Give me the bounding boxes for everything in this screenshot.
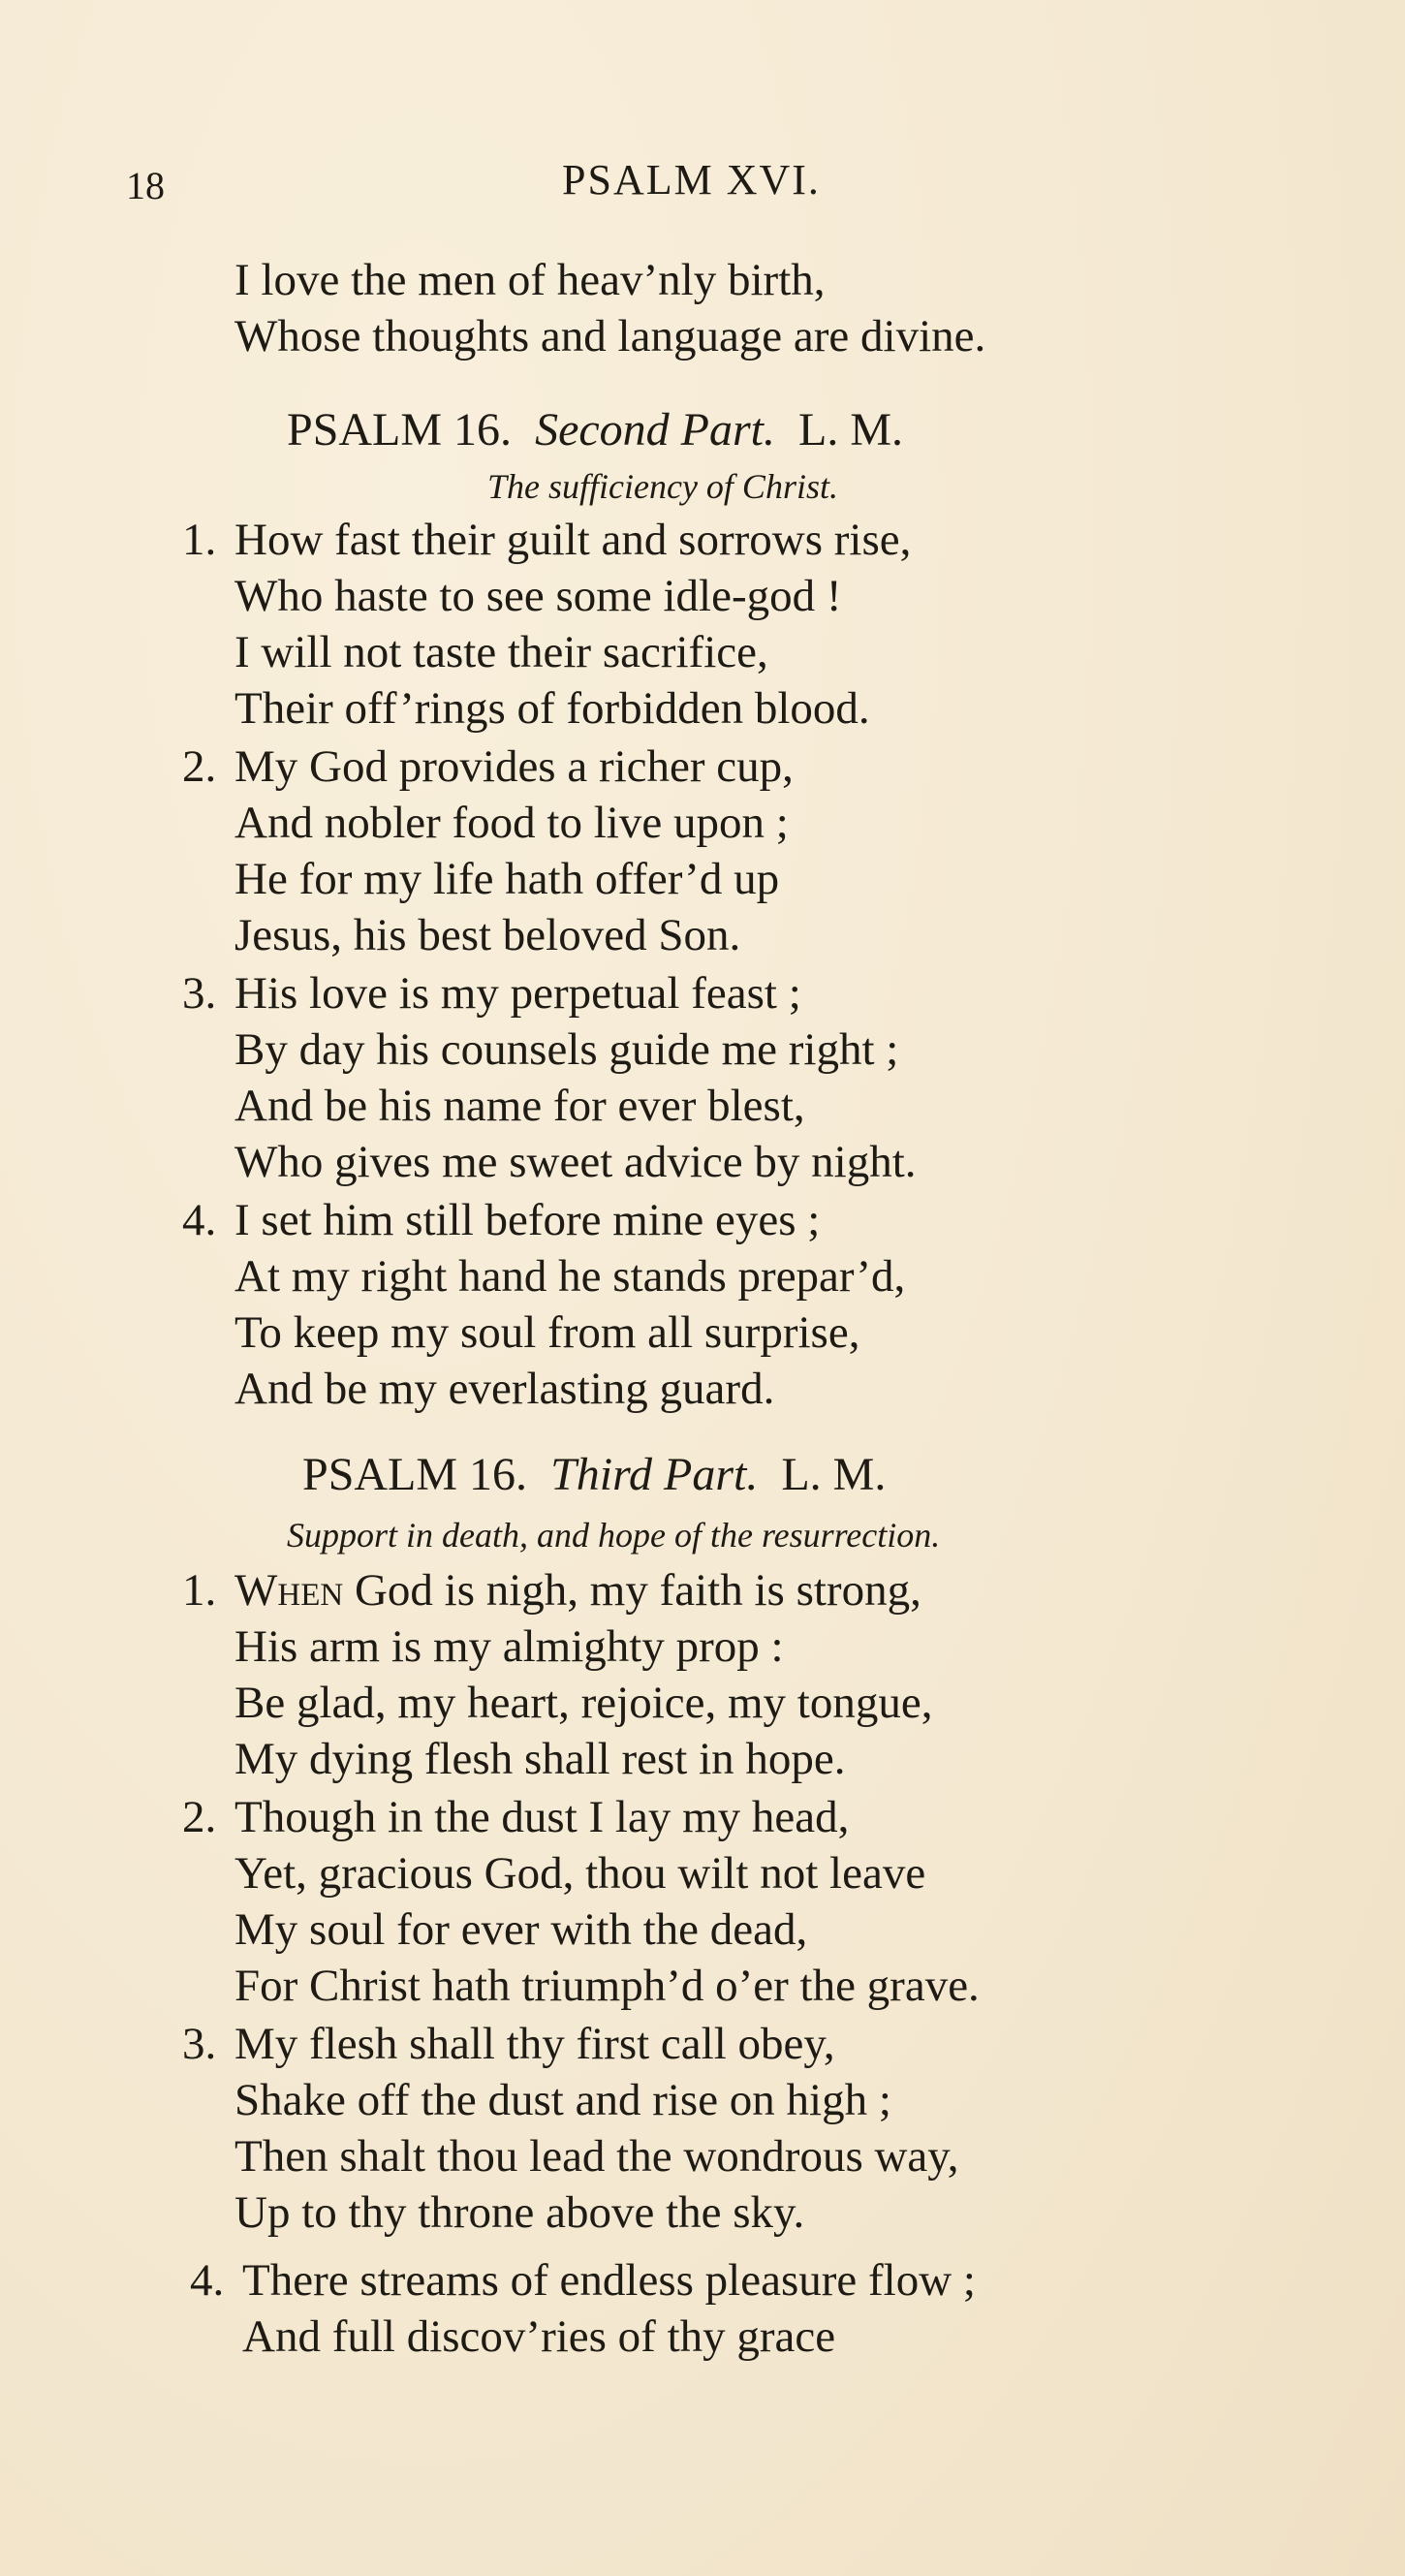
part2-s1-line-2: Who haste to see some idle-god ! — [234, 571, 842, 621]
carryover-line-1: I love the men of heav’nly birth, — [234, 255, 826, 305]
part2-stanza-4-number: 4. — [182, 1195, 217, 1245]
part2-title-meter: L. M. — [798, 404, 904, 456]
part3-s1-first-word: When — [234, 1565, 344, 1616]
part3-stanza-3-number: 3. — [182, 2019, 217, 2069]
part2-s3-line-4: Who gives me sweet advice by night. — [234, 1137, 917, 1187]
part2-s3-line-3: And be his name for ever blest, — [234, 1081, 805, 1131]
part2-s4-line-2: At my right hand he stands prepar’d, — [234, 1251, 906, 1302]
part3-s2-line-2: Yet, gracious God, thou wilt not leave — [234, 1848, 926, 1899]
part2-s4-line-3: To keep my soul from all surprise, — [234, 1307, 860, 1358]
part2-s2-line-2: And nobler food to live upon ; — [234, 798, 789, 848]
part2-title-part: Second Part. — [535, 404, 776, 456]
part3-s2-line-3: My soul for ever with the dead, — [234, 1904, 808, 1955]
part2-s2-line-3: He for my life hath offer’d up — [234, 854, 780, 904]
part3-stanza-1-number: 1. — [182, 1565, 217, 1616]
part3-s2-line-1: Though in the dust I lay my head, — [234, 1792, 850, 1842]
part2-s4-line-1: I set him still before mine eyes ; — [234, 1195, 821, 1245]
part3-subtitle: Support in death, and hope of the resurrection. — [287, 1516, 941, 1555]
part3-s1-line-4: My dying flesh shall rest in hope. — [234, 1734, 846, 1784]
part3-s3-line-1: My flesh shall thy first call obey, — [234, 2019, 835, 2069]
part2-s4-line-4: And be my everlasting guard. — [234, 1364, 775, 1414]
part2-s2-line-1: My God provides a richer cup, — [234, 741, 794, 792]
part2-stanza-2-number: 2. — [182, 741, 217, 792]
part2-s1-line-1: How fast their guilt and sorrows rise, — [234, 515, 912, 565]
part2-s1-line-4: Their off’rings of forbidden blood. — [234, 683, 870, 734]
part3-s1-line-1-rest: God is nigh, my faith is strong, — [343, 1565, 921, 1616]
page-header — [0, 155, 1405, 213]
part3-stanza-2-number: 2. — [182, 1792, 217, 1842]
part3-s1-line-1 — [234, 1565, 921, 1616]
part3-s4-line-1: There streams of endless pleasure flow ; — [242, 2255, 976, 2306]
part2-stanza-1-number: 1. — [182, 515, 217, 565]
part2-s3-line-1: His love is my perpetual feast ; — [234, 968, 801, 1019]
part3-title-main: PSALM 16. — [302, 1449, 528, 1500]
part3-title — [302, 1449, 887, 1500]
part3-s1-line-2: His arm is my almighty prop : — [234, 1621, 784, 1672]
part3-s3-line-2: Shake off the dust and rise on high ; — [234, 2075, 891, 2125]
part3-title-part: Third Part. — [550, 1449, 759, 1500]
part2-s3-line-2: By day his counsels guide me right ; — [234, 1024, 899, 1075]
part2-subtitle: The sufficiency of Christ. — [487, 467, 838, 506]
part3-s3-line-3: Then shalt thou lead the wondrous way, — [234, 2131, 959, 2182]
part2-title — [287, 404, 904, 456]
part3-s2-line-4: For Christ hath triumph’d o’er the grave. — [234, 1961, 980, 2011]
part3-s4-line-2: And full discov’ries of thy grace — [242, 2311, 836, 2362]
part2-title-main: PSALM 16. — [287, 404, 513, 456]
part3-s1-line-3: Be glad, my heart, rejoice, my tongue, — [234, 1678, 933, 1728]
part2-s2-line-4: Jesus, his best beloved Son. — [234, 910, 741, 960]
part2-s1-line-3: I will not taste their sacrifice, — [234, 627, 768, 677]
page-number: 18 — [126, 164, 165, 207]
part3-title-meter: L. M. — [781, 1449, 887, 1500]
part3-s3-line-4: Up to thy throne above the sky. — [234, 2187, 805, 2238]
running-title: PSALM XVI. — [562, 156, 821, 204]
carryover-line-2: Whose thoughts and language are divine. — [234, 311, 986, 361]
part2-stanza-3-number: 3. — [182, 968, 217, 1019]
part3-stanza-4-number: 4. — [190, 2255, 225, 2306]
